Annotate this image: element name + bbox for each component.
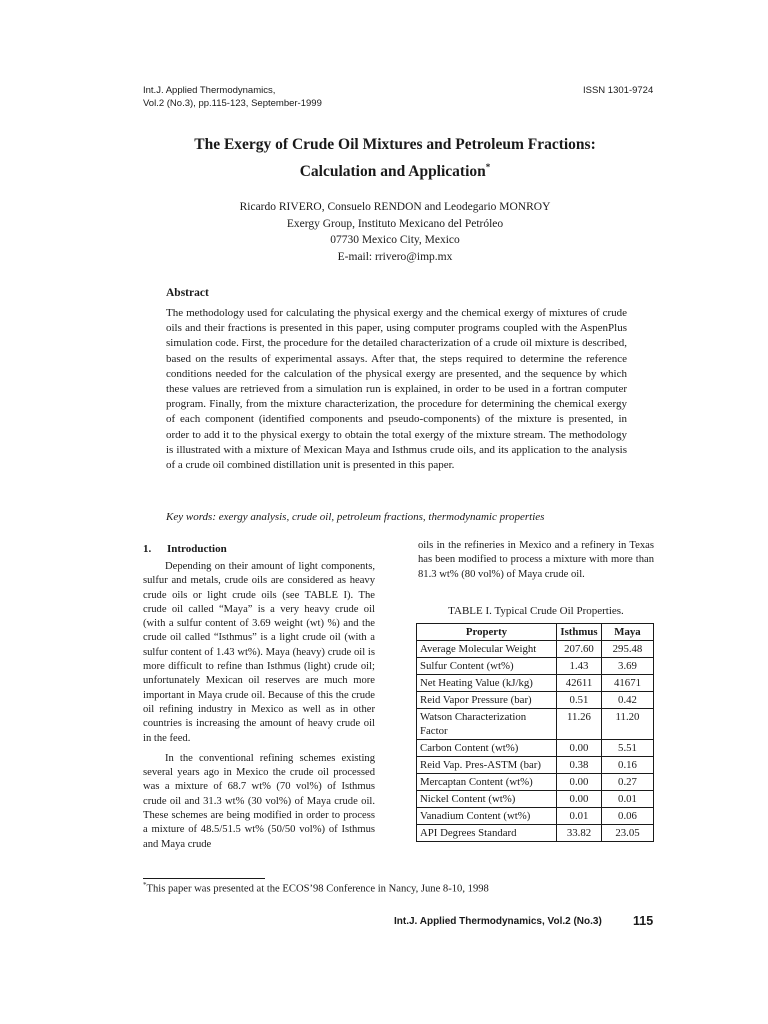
title-footnote-mark: * [485,162,491,172]
isthmus-cell: 0.01 [557,808,602,825]
abstract-heading: Abstract [166,287,209,299]
maya-cell: 11.20 [602,709,654,740]
isthmus-cell: 0.51 [557,692,602,709]
isthmus-cell: 0.00 [557,740,602,757]
author-email: E-mail: rrivero@imp.mx [337,250,453,263]
property-cell: Nickel Content (wt%) [417,791,557,808]
property-cell: API Degrees Standard [417,825,557,842]
title-line-2-text: Calculation and Application [299,163,486,181]
paragraph: oils in the refineries in Mexico and a refinery in Texas has been modified to process a mixture with more than 81.3 wt% (80 vol%) of Maya crude oil. [418,540,654,580]
property-cell: Average Molecular Weight [417,641,557,658]
maya-cell: 0.06 [602,808,654,825]
property-cell: Sulfur Content (wt%) [417,658,557,675]
footnote [143,881,489,895]
footnote-mark: * [143,881,147,889]
abstract-text: The methodology used for calculating the physical exergy and the chemical exergy of mixtures of crude oils and their fractions is presented in this paper, using computer programs coupled with the AspenPlus simulation code. First, the procedure for the detailed characterization of a crude oil mixture is described, based on the results of experimental assays. After that, the steps required to determine the reference conditions needed for the calculation of the physical exergy are presented, and the sequence by which these values are retrieved from a simulation run is explained, in order to be used in a fortran computer program. Finally, from the mixture characterization, the procedure for determining the chemical exergy of each component (identified components and pseudo-components) of the mixture is presented, in order to add it to the physical exergy to obtain the total exergy of the mixture stream. The methodology is illustrated with a mixture of Mexican Maya and Isthmus crude oils, and its application to the analysis of a crude oil combined distillation unit is presented in this paper. [166,307,627,472]
issn: ISSN 1301-9724 [583,85,654,96]
table-row [417,774,654,791]
table-header-row [417,624,654,641]
maya-cell: 5.51 [602,740,654,757]
table-row [417,709,654,740]
property-cell: Reid Vap. Pres-ASTM (bar) [417,757,557,774]
property-cell: Carbon Content (wt%) [417,740,557,757]
page-number: 115 [633,914,654,928]
isthmus-cell: 0.38 [557,757,602,774]
maya-cell: 23.05 [602,825,654,842]
table-row [417,825,654,842]
keywords: Key words: exergy analysis, crude oil, petroleum fractions, thermodynamic properties [166,511,545,523]
table-row [417,740,654,757]
paragraph: In the conventional refining schemes existing several years ago in Mexico the crude oil processed was a mixture of 68.7 wt% (70 vol%) of Isthmus crude oil and 31.3 wt% (30 vol%) of Maya crude oil. These schemes are being modified in order to process a mixture of 48.5/51.5 wt% (50/50 vol%) of Isthmus and Maya crude [143,752,375,850]
properties-table [416,623,654,842]
maya-cell: 0.16 [602,757,654,774]
property-cell: Vanadium Content (wt%) [417,808,557,825]
isthmus-cell: 42611 [557,675,602,692]
footnote-text: This paper was presented at the ECOS’98 Conference in Nancy, June 8-10, 1998 [146,883,489,895]
maya-cell: 3.69 [602,658,654,675]
table-row [417,791,654,808]
isthmus-cell: 11.26 [557,709,602,740]
author-city: 07730 Mexico City, Mexico [330,234,460,246]
journal-volume: Vol.2 (No.3), pp.115-123, September-1999 [143,98,322,109]
property-cell: Mercaptan Content (wt%) [417,774,557,791]
column-header: Maya [602,624,654,641]
paper-title [110,134,680,183]
title-line-2 [110,156,680,183]
isthmus-cell: 1.43 [557,658,602,675]
table-row [417,808,654,825]
property-cell: Watson Characterization Factor [417,709,557,740]
maya-cell: 41671 [602,675,654,692]
property-cell: Reid Vapor Pressure (bar) [417,692,557,709]
column-header: Isthmus [557,624,602,641]
table-row [417,757,654,774]
footnote-divider [143,878,265,879]
table-row [417,675,654,692]
isthmus-cell: 0.00 [557,774,602,791]
table-row [417,658,654,675]
section-title: Introduction [167,543,227,555]
maya-cell: 295.48 [602,641,654,658]
isthmus-cell: 207.60 [557,641,602,658]
isthmus-cell: 33.82 [557,825,602,842]
maya-cell: 0.42 [602,692,654,709]
section-heading [143,543,227,555]
column-header: Property [417,624,557,641]
table-row [417,641,654,658]
title-line-1: The Exergy of Crude Oil Mixtures and Petroleum Fractions: [194,136,596,153]
journal-citation [143,84,322,110]
author-block [150,199,640,265]
isthmus-cell: 0.00 [557,791,602,808]
table-caption: TABLE I. Typical Crude Oil Properties. [448,605,624,617]
table-row [417,692,654,709]
maya-cell: 0.01 [602,791,654,808]
journal-name: Int.J. Applied Thermodynamics, [143,85,276,96]
running-footer: Int.J. Applied Thermodynamics, Vol.2 (No.3) [394,916,602,927]
author-affiliation: Exergy Group, Instituto Mexicano del Petróleo [286,217,504,230]
author-names: Ricardo RIVERO, Consuelo RENDON and Leodegario MONROY [239,201,551,213]
maya-cell: 0.27 [602,774,654,791]
section-number: 1. [143,543,152,555]
property-cell: Net Heating Value (kJ/kg) [417,675,557,692]
right-column [418,539,654,582]
paragraph: Depending on their amount of light components, sulfur and metals, crude oils are considered as heavy crude oils or light crude oils (see TABLE I). The crude oil called “Maya” is a very heavy crude oil (with a sulfur content of 3.69 weight (wt) %) and the crude oil called “Isthmus” is a light crude oil (with a sulfur content of 1.43 wt%). Maya (heavy) crude oil is more difficult to refine than Isthmus (light) crude oil; unfortunately Mexican oil reserves are much more important in Maya crude oil. Because of this the crude oil refining industry in Mexico as well as in other countries is increasing the amount of heavy crude oil in the feed. [143,561,375,744]
left-column [143,560,375,852]
